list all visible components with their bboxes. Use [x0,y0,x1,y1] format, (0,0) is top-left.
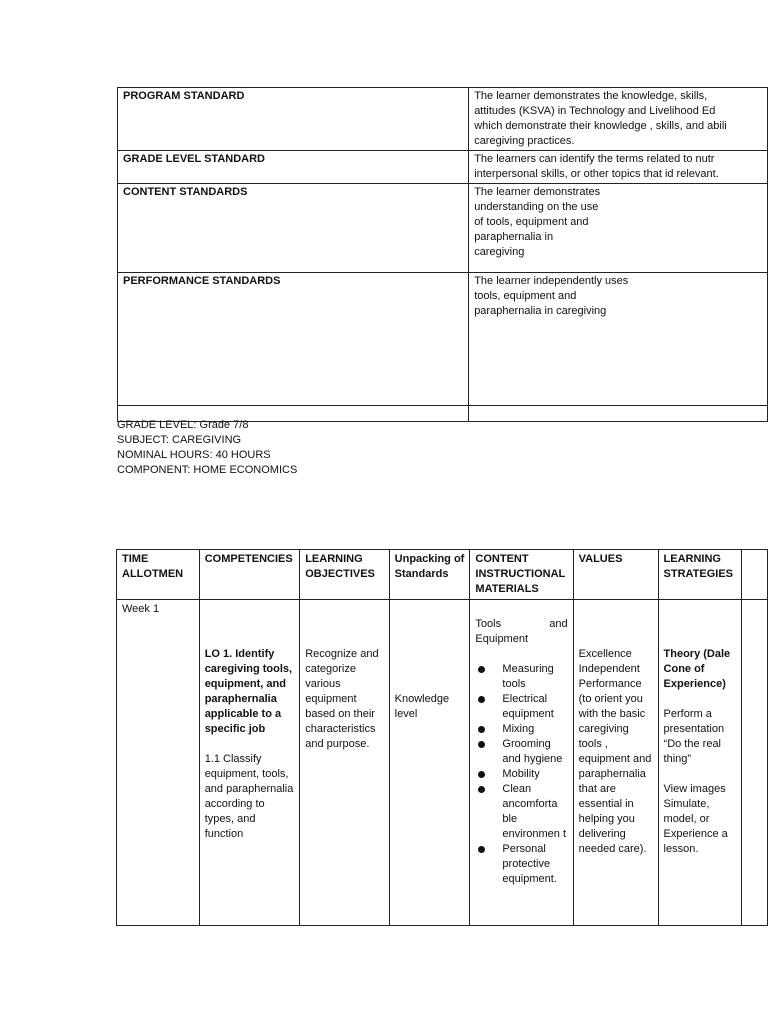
list-item: Mixing [475,722,567,737]
content-cell [470,600,573,926]
performance-standards-line: The learner independently uses [474,275,629,287]
subject: SUBJECT: CAREGIVING [117,434,242,446]
list-item: Electrical equipment [475,692,567,722]
list-item: Measuring tools [475,662,567,692]
learning-outcome-title: LO 1. Identify caregiving tools, equipment, and paraphernalia applicable to a specific job [204,648,293,735]
grade-level-standard-line: The learners can identify the terms related to nutr [474,153,715,165]
value-item: (to orient you with the basic caregiving tools , equipment and paraphernalia that are essential in helping you delivering needed care). [578,693,652,855]
header-content-materials: CONTENT INSTRUCTIONAL MATERIALS [470,550,573,600]
performance-standards-line: paraphernalia in caregiving [474,305,607,317]
performance-standards-row [118,273,768,406]
list-item: Mobility [475,767,567,782]
grade-level-standard-label: GRADE LEVEL STANDARD [118,151,469,184]
empty-cell [469,406,768,422]
standards-table [117,87,768,422]
program-standard-value [469,88,768,151]
header-competencies: COMPETENCIES [199,550,300,600]
content-standards-line: caregiving [474,246,525,258]
unpacking-cell [389,600,470,926]
strategy-images: View images Simulate, model, or Experience a lesson. [663,783,728,855]
grade-level-standard-row [118,151,768,184]
content-standards-line: understanding on the use [474,201,599,213]
program-standard-row [118,88,768,151]
week-row [117,600,768,926]
week-cell: Week 1 [117,600,200,926]
content-list [475,662,567,887]
strategy-presentation: Perform a presentation “Do the real thing” [663,708,725,765]
content-standards-line: paraphernalia in [474,231,554,243]
learning-outcome-subitem: 1.1 Classify equipment, tools, and paraphernalia according to types, and function [204,753,294,840]
program-standard-line: The learner demonstrates the knowledge, skills, [474,90,708,102]
header-cut-off [742,550,768,600]
grade-level-standard-line: interpersonal skills, or other topics that id relevant. [474,168,719,180]
values-cell [573,600,658,926]
curriculum-header-row [117,550,768,600]
header-time-allotment: TIME ALLOTMEN [117,550,200,600]
content-heading: Tools and Equipment [475,618,568,645]
grade-level-standard-value [469,151,768,184]
content-standards-line: of tools, equipment and [474,216,589,228]
value-item: Excellence [578,648,632,660]
program-standard-line: attitudes (KSVA) in Technology and Livelihood Ed [474,105,716,117]
strategies-cell [658,600,742,926]
objective-text: Recognize and categorize various equipment based on their characteristics and purpose. [305,648,379,750]
program-standard-label: PROGRAM STANDARD [118,88,469,151]
content-standards-line: The learner demonstrates [474,186,601,198]
header-unpacking: Unpacking of Standards [389,550,470,600]
header-values: VALUES [573,550,658,600]
strategy-title: Theory (Dale Cone of Experience) [663,648,731,690]
program-standard-line: caregiving practices. [474,135,575,147]
cut-off-cell [742,600,768,926]
component: COMPONENT: HOME ECONOMICS [117,464,298,476]
header-learning-strategies: LEARNING STRATEGIES [658,550,742,600]
performance-standards-value [469,273,768,406]
header-learning-objectives: LEARNING OBJECTIVES [300,550,389,600]
objective-cell [300,600,389,926]
grade-level: GRADE LEVEL: Grade 7/8 [117,419,249,431]
list-item: Grooming and hygiene [475,737,567,767]
content-standards-label: CONTENT STANDARDS [118,184,469,273]
list-item: Personal protective equipment. [475,842,567,887]
course-meta [117,418,297,478]
program-standard-line: which demonstrate their knowledge , skills, and abili [474,120,727,132]
performance-standards-label: PERFORMANCE STANDARDS [118,273,469,406]
curriculum-table [116,549,768,926]
value-item: Independent [578,663,640,675]
performance-standards-line: tools, equipment and [474,290,577,302]
unpacking-text: Knowledge level [394,693,450,720]
content-standards-row [118,184,768,273]
list-item: Clean ancomforta ble environmen t [475,782,567,842]
value-item: Performance [578,678,642,690]
competency-cell [199,600,300,926]
content-standards-value [469,184,768,273]
nominal-hours: NOMINAL HOURS: 40 HOURS [117,449,271,461]
